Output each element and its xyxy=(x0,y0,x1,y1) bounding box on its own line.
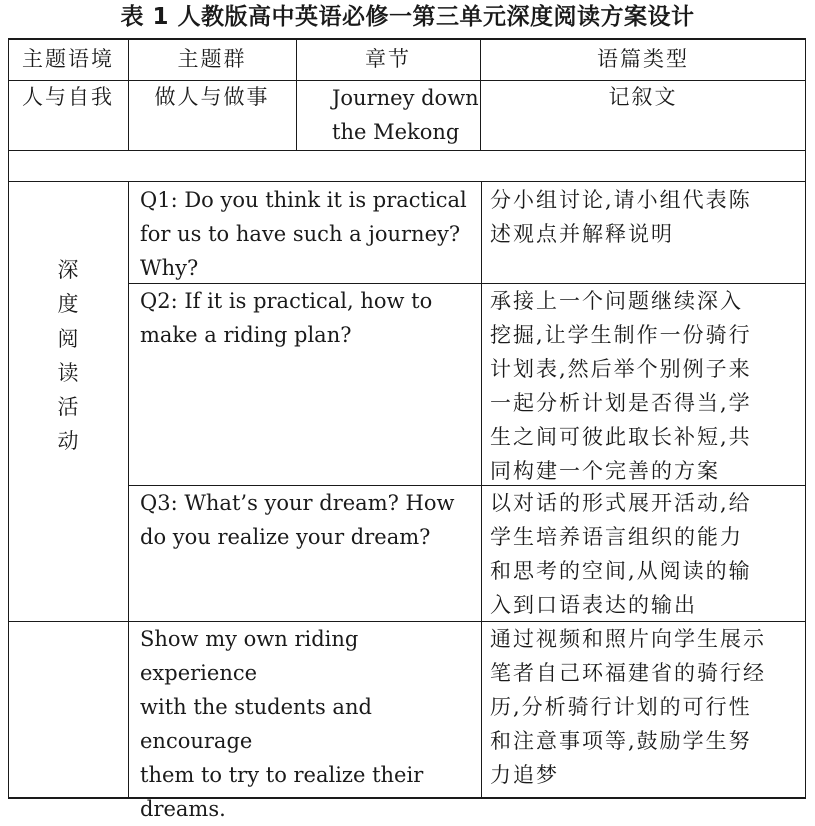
section-label-char: 度 xyxy=(57,292,79,317)
header-genre: 语篇类型 xyxy=(597,47,689,71)
col-divider xyxy=(481,181,482,797)
question-cell-q1 xyxy=(140,183,480,285)
question-cell-q2 xyxy=(140,284,480,352)
question-line: Q3: What’s your dream? How xyxy=(140,491,455,515)
question-line: do you realize your dream? xyxy=(140,525,431,549)
method-line: 历,分析骑行计划的可行性 xyxy=(490,695,752,719)
question-line: Show my own riding experience xyxy=(140,627,359,685)
method-cell-q3 xyxy=(490,486,804,622)
section-label-char: 读 xyxy=(57,360,79,385)
lesson-design-table xyxy=(8,38,806,821)
row-divider xyxy=(8,150,806,151)
method-line: 学生培养语言组织的能力 xyxy=(490,525,743,549)
question-line: Why? xyxy=(140,256,199,280)
question-line: dreams. xyxy=(140,797,226,821)
method-line: 一起分析计划是否得当,学 xyxy=(490,391,752,415)
question-cell-experience xyxy=(140,622,480,826)
header-theme-context: 主题语境 xyxy=(22,47,114,71)
question-line: for us to have such a journey? xyxy=(140,222,461,246)
method-cell-q1 xyxy=(490,183,804,251)
method-line: 分小组讨论,请小组代表陈 xyxy=(490,188,752,212)
theme-group-value: 做人与做事 xyxy=(154,85,270,109)
method-line: 以对话的形式展开活动,给 xyxy=(490,491,752,515)
question-line: make a riding plan? xyxy=(140,323,352,347)
method-line: 通过视频和照片向学生展示 xyxy=(490,627,766,651)
question-line: Q2: If it is practical, how to xyxy=(140,289,433,313)
theme-context-value: 人与自我 xyxy=(22,85,114,109)
chapter-line: the Mekong xyxy=(332,120,460,144)
method-line: 和注意事项等,鼓励学生努 xyxy=(490,729,752,753)
method-cell-experience xyxy=(490,622,804,792)
header-chapter: 章节 xyxy=(365,47,411,71)
method-line: 笔者自己环福建省的骑行经 xyxy=(490,661,766,685)
method-cell-q2 xyxy=(490,284,804,488)
method-line: 同构建一个完善的方案 xyxy=(490,459,720,483)
question-line: them to try to realize their xyxy=(140,763,424,787)
section-label-char: 动 xyxy=(57,429,79,454)
header-theme-group: 主题群 xyxy=(177,47,247,71)
method-line: 述观点并解释说明 xyxy=(490,222,674,246)
method-line: 生之间可彼此取长补短,共 xyxy=(490,425,752,449)
section-label-char: 活 xyxy=(57,395,79,420)
table-right-border xyxy=(805,38,806,799)
method-line: 力追梦 xyxy=(490,763,559,787)
method-line: 挖掘,让学生制作一份骑行 xyxy=(490,323,752,347)
chapter-line: Journey down xyxy=(332,86,479,110)
method-line: 和思考的空间,从阅读的输 xyxy=(490,559,752,583)
section-label-char: 深 xyxy=(57,258,79,282)
section-label-char: 阅 xyxy=(57,326,79,351)
genre-value: 记叙文 xyxy=(608,85,678,109)
question-line: Q1: Do you think it is practical xyxy=(140,188,467,212)
question-cell-q3 xyxy=(140,486,480,554)
question-line: with the students and encourage xyxy=(140,695,372,753)
table-title: 表 1 人教版高中英语必修一第三单元深度阅读方案设计 xyxy=(120,4,695,30)
section-label-deep-reading xyxy=(8,253,128,459)
method-line: 计划表,然后举个别例子来 xyxy=(490,357,752,381)
method-line: 承接上一个问题继续深入 xyxy=(490,289,743,313)
col-divider xyxy=(128,181,129,797)
method-line: 入到口语表达的输出 xyxy=(490,593,697,617)
